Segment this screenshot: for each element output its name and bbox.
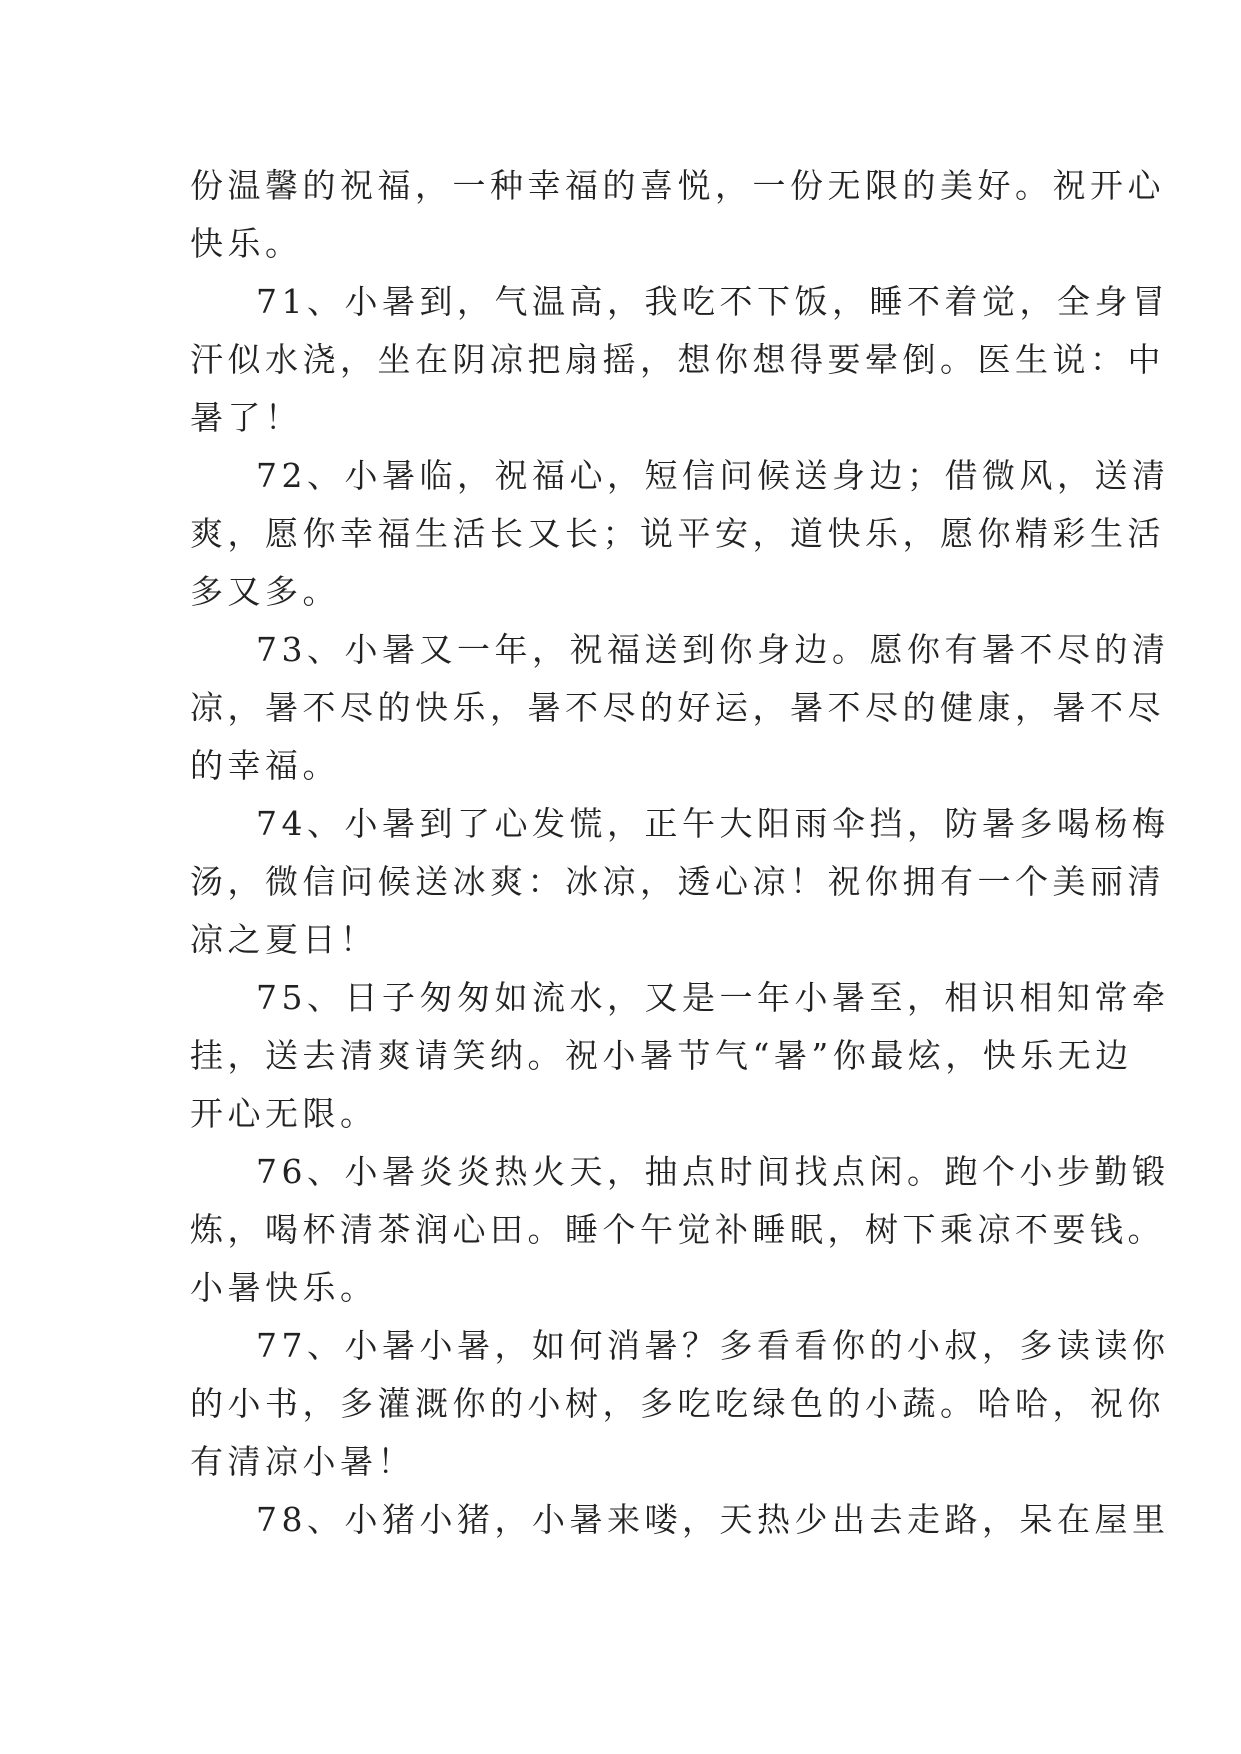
text-line: 凉之夏日！ [190, 920, 378, 959]
paragraph-p-77 [190, 1317, 1170, 1491]
text-line: 的小书，多灌溉你的小树，多吃吃绿色的小蔬。哈哈，祝你 [190, 1384, 1165, 1423]
text-line: 快乐。 [190, 224, 303, 263]
text-line: 74、小暑到了心发慌，正午大阳雨伞挡，防暑多喝杨梅 [256, 804, 1170, 843]
text-line: 挂，送去清爽请笑纳。祝小暑节气“暑”你最炫，快乐无边 [190, 1036, 1133, 1075]
text-line: 71、小暑到，气温高，我吃不下饭，睡不着觉，全身冒 [256, 282, 1170, 321]
text-line: 炼，喝杯清茶润心田。睡个午觉补睡眠，树下乘凉不要钱。 [190, 1210, 1165, 1249]
paragraph-p-78 [190, 1491, 1170, 1549]
document-body [190, 157, 1170, 1549]
text-line: 75、日子匆匆如流水，又是一年小暑至，相识相知常牵 [256, 978, 1170, 1017]
paragraph-p-continuation [190, 157, 1165, 273]
text-line: 爽，愿你幸福生活长又长；说平安，道快乐，愿你精彩生活 [190, 514, 1165, 553]
text-line: 78、小猪小猪，小暑来喽，天热少出去走路，呆在屋里 [256, 1500, 1170, 1539]
text-line: 72、小暑临，祝福心，短信问候送身边；借微风，送清 [256, 456, 1170, 495]
paragraph-p-73 [190, 621, 1170, 795]
text-line: 77、小暑小暑，如何消暑？多看看你的小叔，多读读你 [256, 1326, 1170, 1365]
paragraph-p-75 [190, 969, 1170, 1143]
paragraph-p-76 [190, 1143, 1170, 1317]
text-line: 小暑快乐。 [190, 1268, 378, 1307]
text-line: 开心无限。 [190, 1094, 378, 1133]
text-line: 汤，微信问候送冰爽：冰凉，透心凉！祝你拥有一个美丽清 [190, 862, 1165, 901]
paragraph-p-71 [190, 273, 1170, 447]
paragraph-p-74 [190, 795, 1170, 969]
text-line: 有清凉小暑！ [190, 1442, 415, 1481]
text-line: 的幸福。 [190, 746, 340, 785]
paragraph-p-72 [190, 447, 1170, 621]
text-line: 汗似水浇，坐在阴凉把扇摇，想你想得要晕倒。医生说：中 [190, 340, 1165, 379]
text-line: 份温馨的祝福，一种幸福的喜悦，一份无限的美好。祝开心 [190, 166, 1165, 205]
text-line: 多又多。 [190, 572, 340, 611]
text-line: 暑了！ [190, 398, 303, 437]
text-line: 73、小暑又一年，祝福送到你身边。愿你有暑不尽的清 [256, 630, 1170, 669]
text-line: 76、小暑炎炎热火天，抽点时间找点闲。跑个小步勤锻 [256, 1152, 1170, 1191]
text-line: 凉，暑不尽的快乐，暑不尽的好运，暑不尽的健康，暑不尽 [190, 688, 1165, 727]
